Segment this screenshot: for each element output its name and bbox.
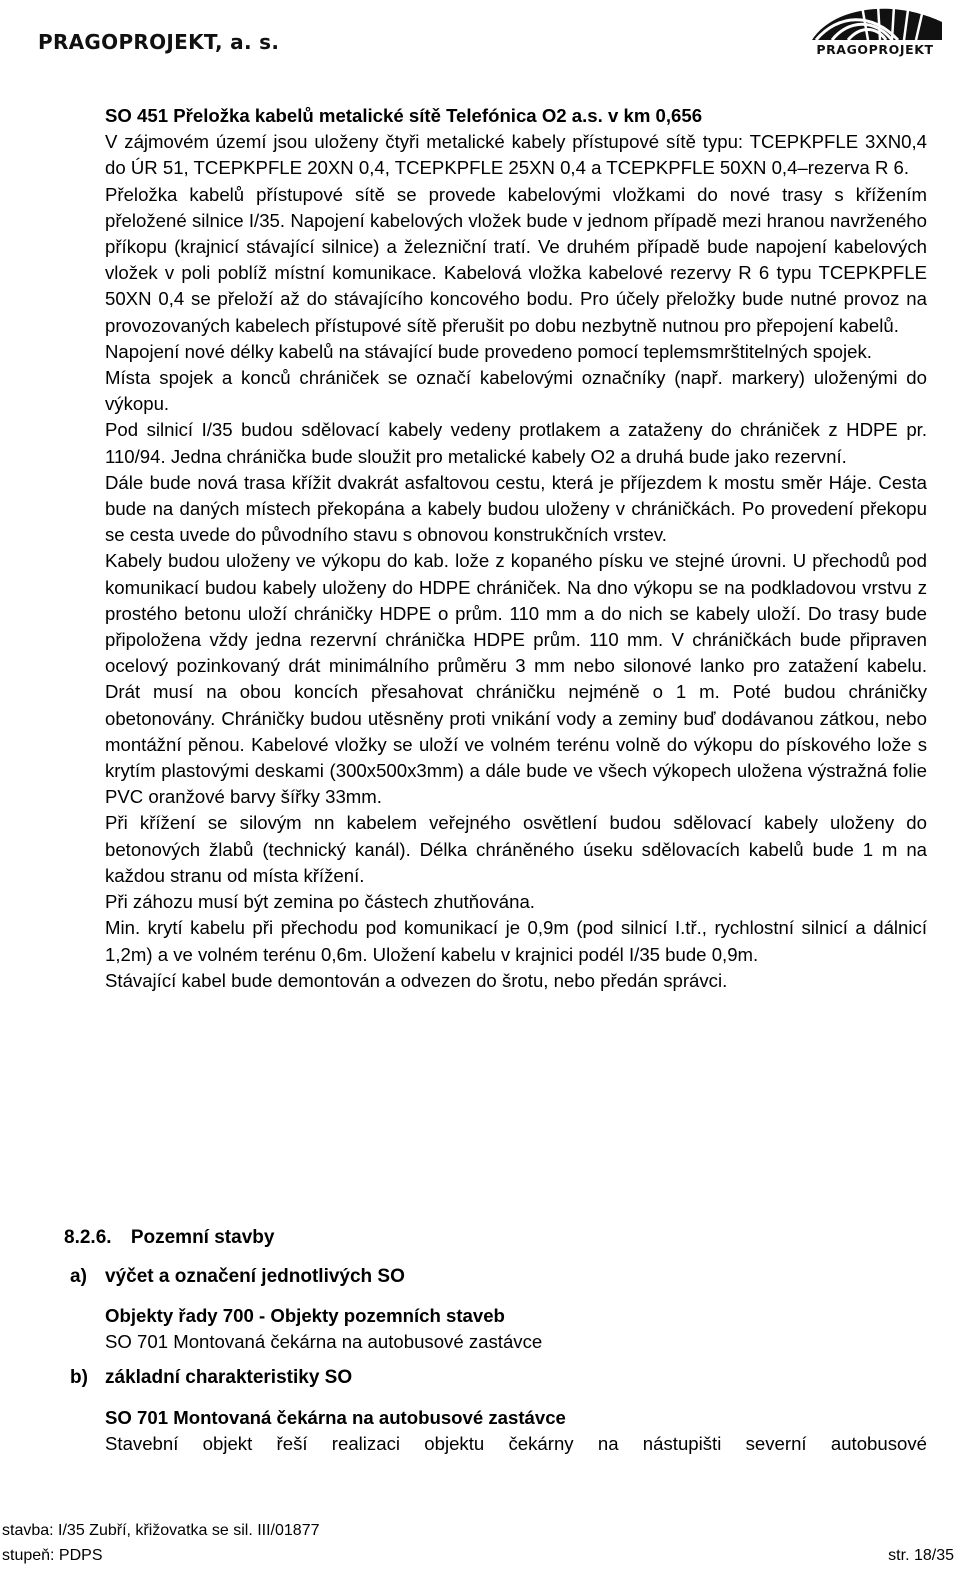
so451-section: [105, 103, 927, 994]
so701-text: Stavební objekt řeší realizaci objektu čekárny na nástupišti severní autobusové: [105, 1433, 927, 1454]
paragraph: Napojení nové délky kabelů na stávající bude provedeno pomocí teplemsmrštitelných spojek.: [105, 340, 872, 362]
paragraph: Dále bude nová trasa křížit dvakrát asfaltovou cestu, která je příjezdem k mostu směr Háje. Cesta bude na daných místech překopána a kabely budou uloženy v chráničkách. Po provedení překopu se cesta uvede do původního stavu s obnovou konstrukčních vrstev.: [105, 471, 927, 546]
so701-item: SO 701 Montovaná čekárna na autobusové zastávce: [105, 1331, 543, 1352]
paragraph: Při křížení se silovým nn kabelem veřejného osvětlení budou sdělovací kabely uloženy do betonových žlabů (technický kanál). Délka chráněného úseku sdělovacích kabelů bude 1 m na každou stranu od místa křížení.: [105, 812, 927, 886]
group-title: Objekty řady 700 - Objekty pozemních staveb: [105, 1305, 505, 1326]
paragraph: Při záhozu musí být zemina po částech zhutňována.: [105, 891, 535, 913]
paragraph: V zájmovém území jsou uloženy čtyři metalické kabely přístupové sítě typu: TCEPKPFLE 3XN0,4 do ÚR 51, TCEPKPFLE 20XN 0,4, TCEPKPFLE 25XN 0,4 a TCEPKPFLE 50XN 0,4–rezerva R 6.: [105, 131, 927, 179]
paragraph: Stávající kabel bude demontován a odvezen do šrotu, nebo předán správci.: [105, 969, 728, 991]
logo-text: PRAGOPROJEKT: [816, 42, 934, 57]
page-header: [0, 0, 960, 80]
so701-title: SO 701 Montovaná čekárna na autobusové zastávce: [105, 1407, 566, 1428]
section-heading: [64, 1227, 274, 1249]
paragraph: Místa spojek a konců chrániček se označí kabelovými označníky (např. markery) uloženými do výkopu.: [105, 367, 927, 415]
footer-stupen: stupeň: PDPS: [2, 1547, 103, 1564]
pragoprojekt-logo-icon: [802, 2, 948, 42]
company-logo: [802, 2, 948, 64]
so451-title: SO 451 Přeložka kabelů metalické sítě Telefónica O2 a.s. v km 0,656: [105, 105, 703, 126]
paragraph: Pod silnicí I/35 budou sdělovací kabely vedeny protlakem a zataženy do chrániček z HDPE pr. 110/94. Jedna chránička bude sloužit pro metalické kabely O2 a druhá bude jako rezervní.: [105, 419, 927, 467]
footer-page-number: str. 18/35: [888, 1547, 954, 1564]
subsection-b-label: b): [70, 1367, 88, 1388]
paragraph: Kabely budou uloženy ve výkopu do kab. lože z kopaného písku ve stejné úrovni. U přechodů pod komunikací budou kabely uloženy do HDPE chrániček. Na dno výkopu se na podkladovou vrstvu z prostého betonu uloží chráničky HDPE o prům. 110 mm a do nich se kabely uloží. Do trasy bude připoložena vždy jedna rezervní chránička HDPE prům. 110 mm. V chráničkách bude připraven ocelový pozinkovaný drát minimálního průměru 3 mm nebo silonové lanko pro zatažení kabelu. Drát musí na obou koncích přesahovat chráničku nejméně o 1 m. Poté budou chráničky obetonovány. Chráničky budou utěsněny proti vnikání vody a zeminy buď dodávanou zátkou, nebo montážní pěnou. Kabelové vložky se uloží ve volném terénu volně do výkopu do pískového lože s krytím plastovými deskami (300x500x3mm) a dále bude ve všech výkopech uložena výstražná folie PVC oranžové barvy šířky 33mm.: [105, 550, 927, 808]
paragraph: Přeložka kabelů přístupové sítě se provede kabelovými vložkami do nové trasy s křížením přeložené silnice I/35. Napojení kabelových vložek bude v jednom případě mezi hranou navrženého příkopu (krajnicí stávající silnice) a železniční tratí. Ve druhém případě bude napojení kabelových vložek v poli poblíž místní komunikace. Kabelová vložka kabelové rezervy R 6 typu TCEPKPFLE 50XN 0,4 se přeloží až do stávajícího koncového bodu. Pro účely přeložky bude nutné provoz na provozovaných kabelech přístupové sítě přerušit po dobu nezbytně nutnou pro přepojení kabelů.: [105, 183, 927, 336]
section-number: 8.2.6.: [64, 1227, 112, 1248]
section-title: Pozemní stavby: [130, 1227, 275, 1248]
subsection-a-heading: [70, 1266, 405, 1288]
subsection-b-title: základní charakteristiky SO: [105, 1367, 353, 1388]
subsection-a-label: a): [70, 1266, 87, 1287]
paragraph: Min. krytí kabelu při přechodu pod komunikací je 0,9m (pod silnicí I.tř., rychlostní silnicí a dálnicí 1,2m) a ve volném terénu 0,6m. Uložení kabelu v krajnici podél I/35 bude 0,9m.: [105, 917, 927, 965]
footer-stavba: stavba: I/35 Zubří, křižovatka se sil. III/01877: [2, 1522, 320, 1539]
company-name: PRAGOPROJEKT, a. s.: [38, 30, 280, 54]
subsection-a-title: výčet a označení jednotlivých SO: [105, 1266, 405, 1287]
subsection-b-heading: [70, 1367, 353, 1389]
